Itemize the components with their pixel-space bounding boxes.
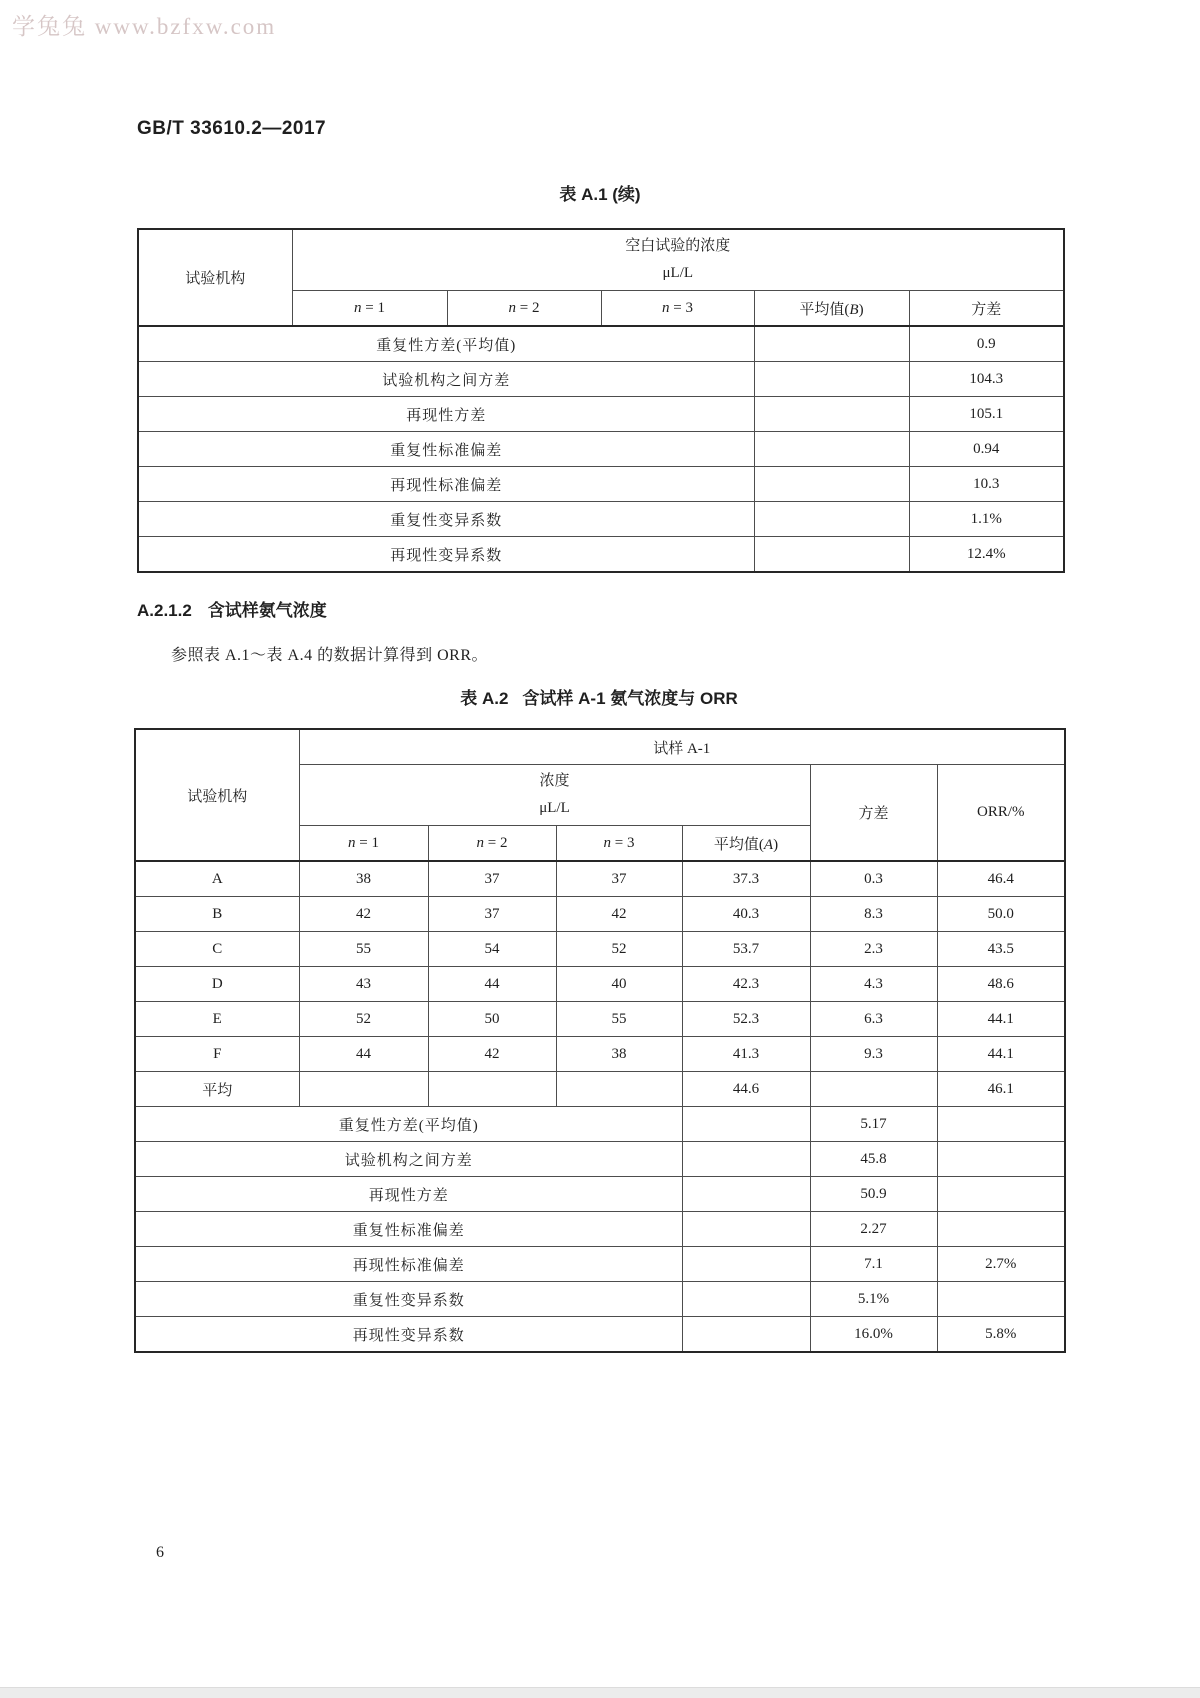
average-cell: 42.3 (682, 967, 810, 1002)
average-cell: 37.3 (682, 861, 810, 897)
variance-cell: 4.3 (810, 967, 937, 1002)
orr-cell: 2.7% (937, 1247, 1065, 1282)
section-title: 含试样氨气浓度 (207, 601, 327, 620)
section-number: A.2.1.2 (137, 601, 192, 620)
col-header-n2: n = 2 (428, 826, 556, 862)
stat-label: 再现性变异系数 (138, 537, 754, 573)
data-row (135, 1002, 1065, 1037)
stat-label: 重复性方差(平均值) (138, 326, 754, 362)
n2-cell: 50 (428, 1002, 556, 1037)
watermark-text: 学兔兔 www.bzfxw.com (12, 14, 277, 39)
orr-cell (937, 1142, 1065, 1177)
conc-header-line1: 浓度 (539, 773, 570, 789)
data-row (135, 1037, 1065, 1072)
n1-cell: 55 (299, 932, 428, 967)
col-header-average-a: 平均值(A) (682, 826, 810, 862)
group-header-line1: 空白试验的浓度 (625, 238, 731, 254)
average-cell (682, 1177, 810, 1212)
n2-cell: 42 (428, 1037, 556, 1072)
table-a1-continued (137, 228, 1065, 573)
body-paragraph: 参照表 A.1～表 A.4 的数据计算得到 ORR。 (171, 647, 489, 664)
org-column-header: 试验机构 (138, 229, 292, 326)
variance-value: 0.94 (909, 432, 1064, 467)
average-cell (682, 1247, 810, 1282)
stat-label: 重复性变异系数 (138, 502, 754, 537)
org-column-header: 试验机构 (135, 729, 299, 861)
orr-cell (937, 1107, 1065, 1142)
data-row (135, 897, 1065, 932)
stat-label: 重复性方差(平均值) (135, 1107, 682, 1142)
stat-row (138, 537, 1064, 573)
stat-label: 再现性变异系数 (135, 1317, 682, 1353)
group-header-unit: μL/L (662, 265, 694, 281)
orr-cell: 44.1 (937, 1037, 1065, 1072)
org-cell: 平均 (135, 1072, 299, 1107)
n1-cell: 52 (299, 1002, 428, 1037)
n3-cell: 52 (556, 932, 682, 967)
col-header-variance: 方差 (810, 765, 937, 862)
variance-value: 0.9 (909, 326, 1064, 362)
org-cell: D (135, 967, 299, 1002)
variance-cell: 2.27 (810, 1212, 937, 1247)
stat-label: 重复性标准偏差 (135, 1212, 682, 1247)
table-a2-header-row-1 (135, 729, 1065, 765)
orr-cell: 48.6 (937, 967, 1065, 1002)
variance-cell: 0.3 (810, 861, 937, 897)
stat-row (135, 1142, 1065, 1177)
stat-row (138, 362, 1064, 397)
orr-cell: 5.8% (937, 1317, 1065, 1353)
table-a1-header-row-1 (138, 229, 1064, 291)
average-cell (754, 467, 909, 502)
stat-row (138, 502, 1064, 537)
average-cell: 52.3 (682, 1002, 810, 1037)
section-heading (137, 596, 327, 621)
average-cell (754, 362, 909, 397)
standard-number: GB/T 33610.2—2017 (137, 118, 327, 139)
average-cell: 44.6 (682, 1072, 810, 1107)
stat-row (135, 1177, 1065, 1212)
orr-cell: 46.4 (937, 861, 1065, 897)
n1-cell: 42 (299, 897, 428, 932)
variance-cell: 9.3 (810, 1037, 937, 1072)
data-row (135, 932, 1065, 967)
sample-a1-header: 试样 A-1 (299, 729, 1065, 765)
org-cell: A (135, 861, 299, 897)
n3-cell: 40 (556, 967, 682, 1002)
average-cell (754, 537, 909, 573)
stat-label: 重复性标准偏差 (138, 432, 754, 467)
n2-cell (428, 1072, 556, 1107)
n1-cell (299, 1072, 428, 1107)
average-cell (682, 1142, 810, 1177)
average-cell (682, 1212, 810, 1247)
table-a2-title-label: 表 A.2 (460, 689, 509, 708)
variance-cell: 5.17 (810, 1107, 937, 1142)
n2-cell: 37 (428, 861, 556, 897)
orr-cell: 50.0 (937, 897, 1065, 932)
average-cell (682, 1317, 810, 1353)
variance-cell: 6.3 (810, 1002, 937, 1037)
n1-cell: 38 (299, 861, 428, 897)
col-header-n3: n = 3 (601, 291, 754, 327)
conc-header-unit: μL/L (539, 800, 570, 816)
n2-cell: 44 (428, 967, 556, 1002)
average-cell: 41.3 (682, 1037, 810, 1072)
col-header-average-b: 平均值(B) (754, 291, 909, 327)
data-row (135, 967, 1065, 1002)
average-cell (754, 397, 909, 432)
orr-cell: 44.1 (937, 1002, 1065, 1037)
stat-label: 重复性变异系数 (135, 1282, 682, 1317)
average-cell (754, 326, 909, 362)
data-row (135, 861, 1065, 897)
blank-test-concentration-header (292, 229, 1064, 291)
variance-value: 1.1% (909, 502, 1064, 537)
table-a2-title-text: 含试样 A-1 氨气浓度与 ORR (522, 689, 738, 708)
average-cell: 53.7 (682, 932, 810, 967)
stat-label: 再现性方差 (138, 397, 754, 432)
stat-row (135, 1317, 1065, 1353)
stat-row (135, 1107, 1065, 1142)
n3-cell: 55 (556, 1002, 682, 1037)
variance-value: 12.4% (909, 537, 1064, 573)
n2-cell: 54 (428, 932, 556, 967)
table-a2 (134, 728, 1066, 1353)
stat-row (138, 397, 1064, 432)
n2-cell: 37 (428, 897, 556, 932)
stat-row (138, 432, 1064, 467)
variance-cell: 45.8 (810, 1142, 937, 1177)
average-cell (754, 502, 909, 537)
stat-row (135, 1282, 1065, 1317)
stat-row (138, 467, 1064, 502)
stat-label: 试验机构之间方差 (135, 1142, 682, 1177)
stat-label: 再现性方差 (135, 1177, 682, 1212)
col-header-n1: n = 1 (292, 291, 447, 327)
page-number: 6 (156, 1544, 164, 1561)
col-header-variance: 方差 (909, 291, 1064, 327)
data-row-average (135, 1072, 1065, 1107)
average-cell (682, 1282, 810, 1317)
variance-cell: 16.0% (810, 1317, 937, 1353)
orr-cell (937, 1282, 1065, 1317)
stat-row (135, 1247, 1065, 1282)
variance-cell (810, 1072, 937, 1107)
variance-cell: 7.1 (810, 1247, 937, 1282)
average-cell (754, 432, 909, 467)
stat-label: 再现性标准偏差 (138, 467, 754, 502)
stat-row (135, 1212, 1065, 1247)
variance-value: 104.3 (909, 362, 1064, 397)
variance-cell: 5.1% (810, 1282, 937, 1317)
n1-cell: 44 (299, 1037, 428, 1072)
col-header-orr: ORR/% (937, 765, 1065, 862)
stat-label: 试验机构之间方差 (138, 362, 754, 397)
variance-cell: 2.3 (810, 932, 937, 967)
variance-cell: 8.3 (810, 897, 937, 932)
stat-row (138, 326, 1064, 362)
n3-cell: 42 (556, 897, 682, 932)
table-a2-title (134, 684, 1064, 709)
org-cell: B (135, 897, 299, 932)
col-header-n1: n = 1 (299, 826, 428, 862)
table-a1-title: 表 A.1 (续) (559, 185, 641, 204)
stat-label: 再现性标准偏差 (135, 1247, 682, 1282)
org-cell: C (135, 932, 299, 967)
orr-cell (937, 1212, 1065, 1247)
variance-value: 105.1 (909, 397, 1064, 432)
org-cell: E (135, 1002, 299, 1037)
variance-value: 10.3 (909, 467, 1064, 502)
orr-cell: 43.5 (937, 932, 1065, 967)
page-bottom-strip (0, 1687, 1200, 1698)
variance-cell: 50.9 (810, 1177, 937, 1212)
org-cell: F (135, 1037, 299, 1072)
concentration-header (299, 765, 810, 826)
n3-cell (556, 1072, 682, 1107)
orr-cell: 46.1 (937, 1072, 1065, 1107)
average-cell (682, 1107, 810, 1142)
n3-cell: 38 (556, 1037, 682, 1072)
col-header-n2: n = 2 (447, 291, 601, 327)
orr-cell (937, 1177, 1065, 1212)
n1-cell: 43 (299, 967, 428, 1002)
col-header-n3: n = 3 (556, 826, 682, 862)
n3-cell: 37 (556, 861, 682, 897)
average-cell: 40.3 (682, 897, 810, 932)
